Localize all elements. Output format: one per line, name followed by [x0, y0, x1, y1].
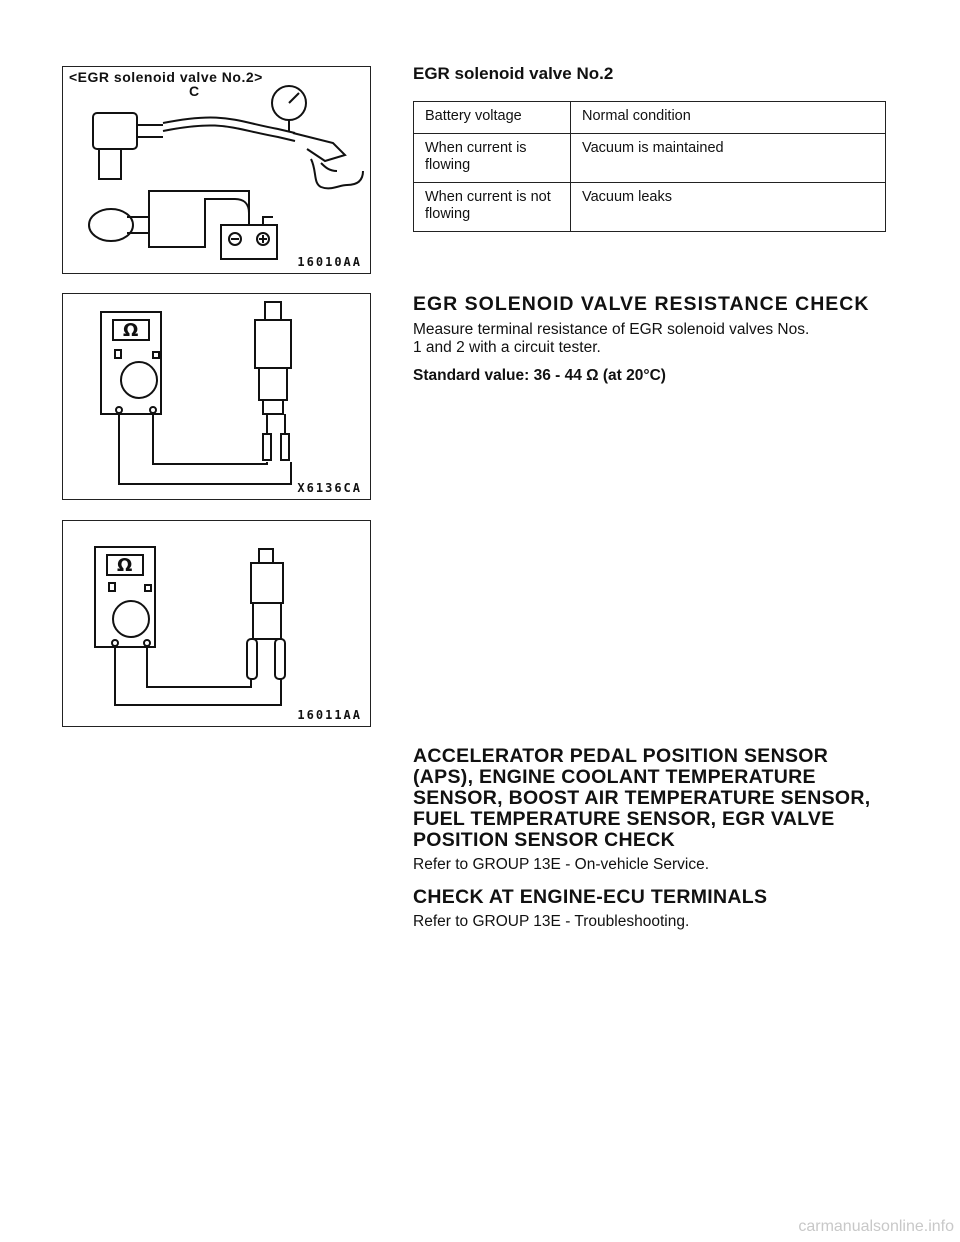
- tester-illustration: [63, 294, 369, 498]
- table-header-cell: Battery voltage: [414, 102, 571, 134]
- table-cell: When current is flowing: [414, 134, 571, 183]
- body-text: 1 and 2 with a circuit tester.: [413, 339, 601, 356]
- body-text: Refer to GROUP 13E - On-vehicle Service.: [413, 856, 710, 873]
- figure-caption: <EGR solenoid valve No.2>: [69, 69, 263, 85]
- figure-code: 16010AA: [297, 255, 362, 269]
- figure-code: X6136CA: [297, 481, 362, 495]
- section-heading: EGR SOLENOID VALVE RESISTANCE CHECK: [413, 293, 870, 315]
- table-header-cell: Normal condition: [571, 102, 886, 134]
- section-heading: POSITION SENSOR CHECK: [413, 829, 675, 851]
- figure-resistance-test-2: [62, 520, 371, 727]
- tester-illustration: [63, 521, 369, 725]
- vacuum-test-illustration: [63, 67, 369, 272]
- section-heading: CHECK AT ENGINE-ECU TERMINALS: [413, 886, 768, 908]
- section-heading: SENSOR, BOOST AIR TEMPERATURE SENSOR,: [413, 787, 871, 809]
- table-row: [414, 134, 886, 183]
- section-subtitle: EGR solenoid valve No.2: [413, 64, 614, 83]
- body-text: Refer to GROUP 13E - Troubleshooting.: [413, 913, 690, 930]
- watermark: carmanualsonline.info: [798, 1218, 954, 1235]
- standard-value: Standard value: 36 - 44 Ω (at 20°C): [413, 367, 666, 384]
- figure-vacuum-test: [62, 66, 371, 274]
- table-cell: Vacuum is maintained: [571, 134, 886, 183]
- figure-resistance-test-1: [62, 293, 371, 500]
- svg-text:Ω: Ω: [123, 320, 139, 341]
- table-cell: When current is not flowing: [414, 183, 571, 232]
- section-heading: FUEL TEMPERATURE SENSOR, EGR VALVE: [413, 808, 835, 830]
- table-cell: Vacuum leaks: [571, 183, 886, 232]
- figure-code: 16011AA: [297, 708, 362, 722]
- body-text: Measure terminal resistance of EGR solenoid valves Nos.: [413, 321, 810, 338]
- table-row: [414, 183, 886, 232]
- section-heading: (APS), ENGINE COOLANT TEMPERATURE: [413, 766, 816, 788]
- figure-label: C: [189, 83, 200, 99]
- condition-table: [413, 101, 886, 232]
- section-heading: ACCELERATOR PEDAL POSITION SENSOR: [413, 745, 829, 767]
- svg-text:Ω: Ω: [117, 555, 133, 576]
- table-header-row: [414, 102, 886, 134]
